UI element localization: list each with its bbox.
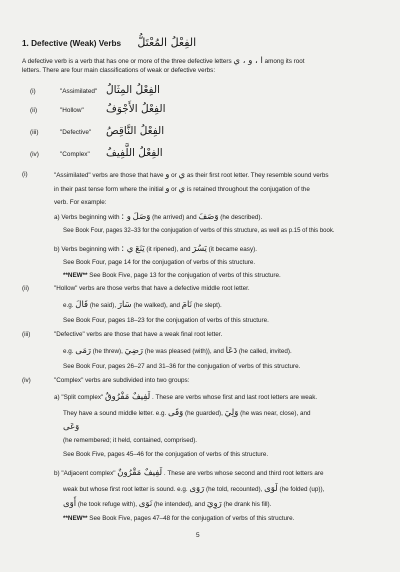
- class-item: (i) "Assimilated" الفِعْلُ المِثَالُ: [30, 84, 160, 96]
- complex-b-line-1: b) "Adjacent complex" لَفِيفٌ مَقْرُونٌ . These are verbs whose second and third root letters are: [54, 468, 324, 478]
- complex-b-new: **NEW** See Book Five, pages 47–48 for the conjugation of verbs of this structure.: [63, 515, 295, 522]
- complex-b-line-2: weak but whose first root letter is sound. e.g. رَوَى (he told, recounted), لَوَى (he folded (up)),: [63, 484, 325, 494]
- section-heading: [22, 36, 196, 49]
- assimilated-line-3: verb. For example:: [54, 199, 107, 206]
- defective-line-1: "Defective" verbs are those that have a weak final root letter.: [54, 331, 223, 338]
- assimilated-a-line-2: See Book Four, pages 32–33 for the conjugation of verbs of this structure, as well as p.15 of this book.: [63, 228, 335, 234]
- assimilated-b-line-2: See Book Four, page 14 for the conjugation of verbs of this structure.: [63, 259, 256, 266]
- hollow-line-3: See Book Four, pages 18–23 for the conjugation of verbs of this structure.: [63, 317, 269, 324]
- intro-line-2: letters. There are four main classifications of weak or defective verbs:: [22, 67, 216, 74]
- section-num-ii: (ii): [22, 285, 29, 292]
- defective-line-3: See Book Four, pages 26–27 and 31–36 for the conjugation of verbs of this structure.: [63, 363, 301, 370]
- hollow-line-2: e.g. قَالَ (he said), سَارَ (he walked), and نَامَ (he slept).: [63, 300, 222, 310]
- complex-line-1: "Complex" verbs are subdivided into two groups:: [54, 377, 190, 384]
- complex-a-line-3: وَعَى: [63, 422, 80, 432]
- assimilated-a-line-1: a) Verbs beginning with و : وَصَلَ (he arrived) and وَصَفَ (he described).: [54, 212, 263, 222]
- heading-arabic: الفِعْلُ المُعْتَلُّ: [137, 36, 197, 49]
- assimilated-line-1: "Assimilated" verbs are those that have و or ي as their first root letter. They resemble sound verbs: [54, 170, 329, 180]
- class-item: (iv) "Complex" الفِعْلُ اللَّفِيفُ: [30, 147, 163, 159]
- section-num-iii: (iii): [22, 331, 31, 338]
- assimilated-b-line-1: b) Verbs beginning with ي : يَنَعَ (it ripened), and يَسُرَ (it became easy).: [54, 244, 257, 254]
- complex-a-line-4: (he remembered; it held, contained, comprised).: [63, 437, 198, 444]
- assimilated-b-new: **NEW** See Book Five, page 13 for the conjugation of verbs of this structure.: [63, 272, 281, 279]
- complex-a-line-2: They have a sound middle letter. e.g. وَقَى (he guarded), وَلِيَ (he was near, close), and: [63, 408, 311, 418]
- intro-line-1: A defective verb is a verb that has one or more of the three defective letters ا ، و ، ي among its root: [22, 56, 305, 66]
- complex-a-line-5: See Book Five, pages 45–46 for the conjugation of verbs of this structure.: [63, 451, 269, 458]
- section-num-i: (i): [22, 171, 28, 178]
- hollow-line-1: "Hollow" verbs are those verbs that have a defective middle root letter.: [54, 285, 250, 292]
- page-number: 5: [196, 532, 200, 539]
- assimilated-line-2: in their past tense form where the initial و or ي is retained throughout the conjugation of the: [54, 184, 310, 194]
- class-item: (ii) "Hollow" الفِعْلُ الأَجْوَفُ: [30, 103, 166, 115]
- complex-a-line-1: a) "Split complex" لَفِيفٌ مَفْرُوقٌ . These are verbs whose first and last root letters are weak.: [54, 392, 318, 402]
- section-num-iv: (iv): [22, 377, 31, 384]
- complex-b-line-3: أَوَى (he took refuge with), نَوَى (he intended), and رَوِيَ (he drank his fill).: [63, 499, 272, 509]
- class-item: (iii) "Defective" الفِعْلُ النَّاقِصُ: [30, 125, 165, 137]
- defective-line-2: e.g. رَمَى (he threw), رَضِيَ (he was pleased (with)), and دَعَا (he called, invited).: [63, 346, 292, 356]
- heading-title: 1. Defective (Weak) Verbs: [22, 39, 122, 48]
